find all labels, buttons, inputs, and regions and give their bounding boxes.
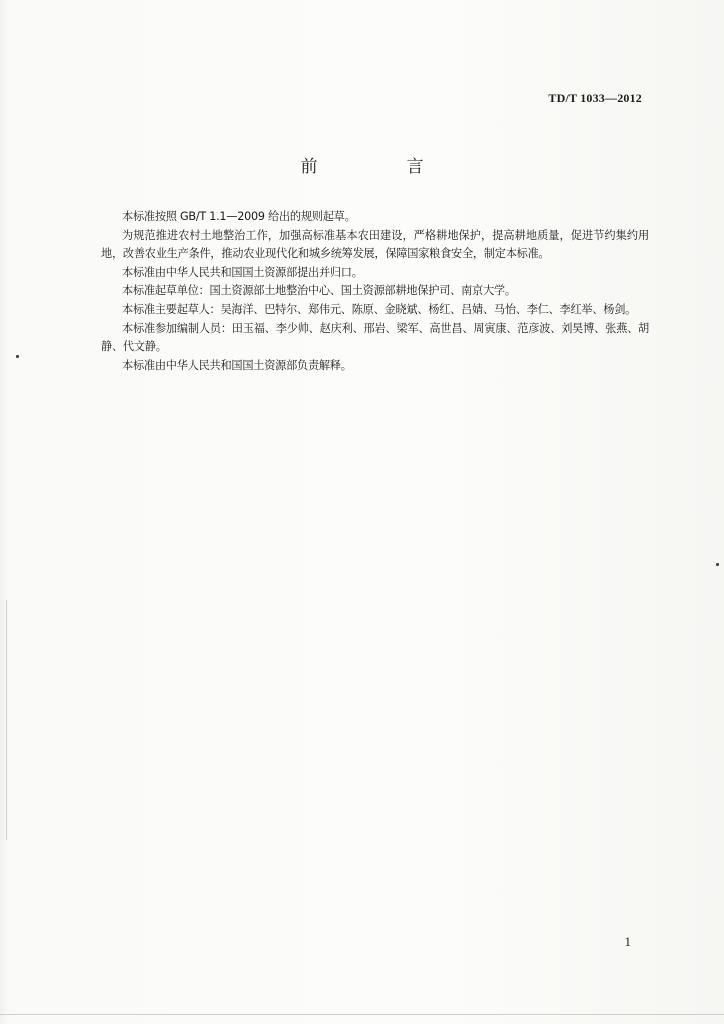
page-number: 1 [624, 934, 631, 949]
paragraph-interpretation: 本标准由中华人民共和国国土资源部负责解释。 [122, 358, 352, 372]
scan-speck [16, 355, 19, 358]
page-title: 前 言 [300, 157, 460, 177]
paragraph-main-drafters: 本标准主要起草人：吴海洋、巴特尔、郑伟元、陈原、金晓斌、杨红、吕婧、马怡、李仁、李红举、杨剑。 [122, 302, 637, 316]
paragraph-proposer: 本标准由中华人民共和国国土资源部提出并归口。 [122, 265, 363, 279]
paragraph-drafting-rules: 本标准按照 GB/T 1.1—2009 给出的规则起草。 [122, 210, 356, 223]
paragraph-participants: 本标准参加编制人员：田玉福、李少帅、赵庆利、邢岩、梁军、高世昌、周寅康、范彦波、刘昊博、张燕、胡静、代文静。 [101, 321, 649, 354]
foreword-body [101, 208, 649, 375]
paragraph-purpose: 为规范推进农村土地整治工作，加强高标准基本农田建设，严格耕地保护，提高耕地质量，促进节约集约用地，改善农业生产条件，推动农业现代化和城乡统筹发展，保障国家粮食安全，制定本标准。 [101, 228, 649, 261]
scan-bottom-edge [0, 1014, 724, 1015]
scan-edge-line [6, 600, 7, 840]
paragraph-drafting-units: 本标准起草单位：国土资源部土地整治中心、国土资源部耕地保护司、南京大学。 [122, 284, 516, 298]
scan-speck [716, 563, 719, 566]
standard-code: TD/T 1033—2012 [548, 91, 642, 105]
